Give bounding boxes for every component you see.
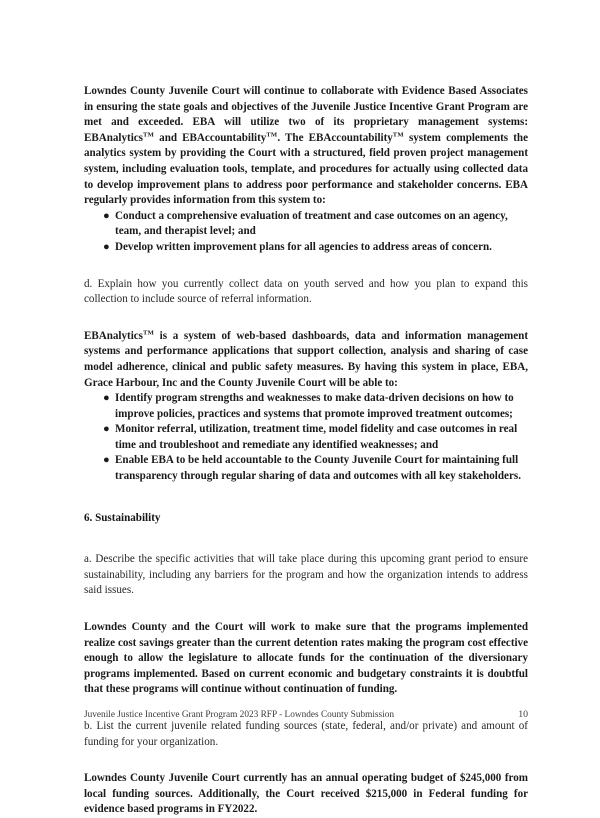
- paragraph-intro-text-1: Lowndes County Juvenile Court will continue to collaborate with Evidence Based Associates in ensuring the state goals and objectives of the Juvenile Justice Incentive Grant Program are met and exceeded. EBA will utilize two of its proprietary management systems: EBAnalytics: [84, 85, 528, 144]
- list-item-label: Develop written improvement plans for all agencies to address areas of concern.: [115, 240, 492, 253]
- spacer: [84, 485, 528, 511]
- prompt-question-d: d. Explain how you currently collect data on youth served and how you plan to expand this collection to include source of referral information.: [84, 277, 528, 306]
- prompt-question-b: b. List the current juvenile related funding sources (state, federal, and/or private) and amount of funding for your organization.: [84, 720, 528, 748]
- list-item-label: Enable EBA to be held accountable to the County Juvenile Court for maintaining full transparency through regular sharing of data and outcomes with all key stakeholders.: [115, 454, 521, 483]
- paragraph-intro-text-2: and EBAccountability: [154, 131, 267, 144]
- answer-funding-sources: Lowndes County Juvenile Court currently has an annual operating budget of $245,000 from local funding sources. Additionally, the Court received $215,000 in Federal funding for evidence based programs in FY2022.: [84, 772, 528, 816]
- bullet-icon: ●: [103, 392, 110, 405]
- trademark-symbol: TM: [142, 329, 154, 337]
- paragraph-ebanalytics: [84, 329, 528, 391]
- spacer: [84, 750, 528, 771]
- trademark-symbol: TM: [266, 131, 278, 139]
- paragraph-intro: [84, 84, 528, 209]
- paragraph-ebanalytics-text-1: EBAnalytics: [84, 329, 143, 342]
- list-item: [84, 240, 528, 256]
- paragraph-intro-text-3: . The EBAccountability: [277, 131, 393, 144]
- list-item: [84, 391, 528, 422]
- bullet-list-first: [84, 209, 528, 256]
- bullet-icon: ●: [103, 240, 110, 253]
- section-heading-sustainability: 6. Sustainability: [84, 511, 161, 524]
- trademark-symbol: TM: [142, 131, 154, 139]
- spacer: [84, 599, 528, 620]
- page-number: 10: [518, 709, 528, 720]
- paragraph-ebanalytics-text-2: is a system of web-based dashboards, data and information management systems and performance applications that support collection, analysis and sharing of case model adherence, clinical and public safety measures. By having this system in place, EBA, Grace Harbour, Inc and the County Juvenile Court will be able to:: [84, 329, 528, 389]
- bullet-icon: ●: [103, 454, 110, 467]
- list-item: [84, 209, 528, 240]
- list-item-label: Conduct a comprehensive evaluation of treatment and case outcomes on an agency, team, and therapist level; and: [115, 209, 508, 238]
- list-item-label: Monitor referral, utilization, treatment time, model fidelity and case outcomes in real time and troubleshoot and remediate any identified weaknesses; and: [115, 423, 518, 451]
- paragraph-intro-text-4: system complements the analytics system by providing the Court with a structured, field proven project management system, including evaluation tools, template, and procedures for actually using collected data to develop improvement plans to address poor performance and stakeholder concerns. EBA regularly provides information from this system to:: [84, 131, 528, 207]
- spacer: [84, 526, 528, 552]
- prompt-question-a: a. Describe the specific activities that will take place during this upcoming grant period to ensure sustainability, including any barriers for the program and how the organization intends to address said issues.: [84, 553, 528, 597]
- spacer: [84, 308, 528, 329]
- answer-sustainability: Lowndes County and the Court will work to make sure that the programs implemented realize cost savings greater than the current detention rates making the program cost effective enough to allow the legislature to allocate funds for the continuation of the diversionary programs implemented. Based on current economic and budgetary constraints it is doubtful that these programs will continue without continuation of funding.: [84, 621, 528, 696]
- list-item: [84, 422, 528, 453]
- list-item: [84, 453, 528, 484]
- bullet-icon: ●: [103, 209, 110, 222]
- page-footer: [84, 708, 528, 722]
- list-item-label: Identify program strengths and weaknesses to make data-driven decisions on how to improve policies, practices and systems that promote improved treatment outcomes;: [115, 392, 514, 420]
- bullet-icon: ●: [103, 423, 110, 436]
- trademark-symbol: TM: [392, 131, 404, 139]
- bullet-list-second: [84, 391, 528, 485]
- footer-label: Juvenile Justice Incentive Grant Program 2023 RFP - Lowndes County Submission: [84, 710, 395, 720]
- spacer: [84, 256, 528, 277]
